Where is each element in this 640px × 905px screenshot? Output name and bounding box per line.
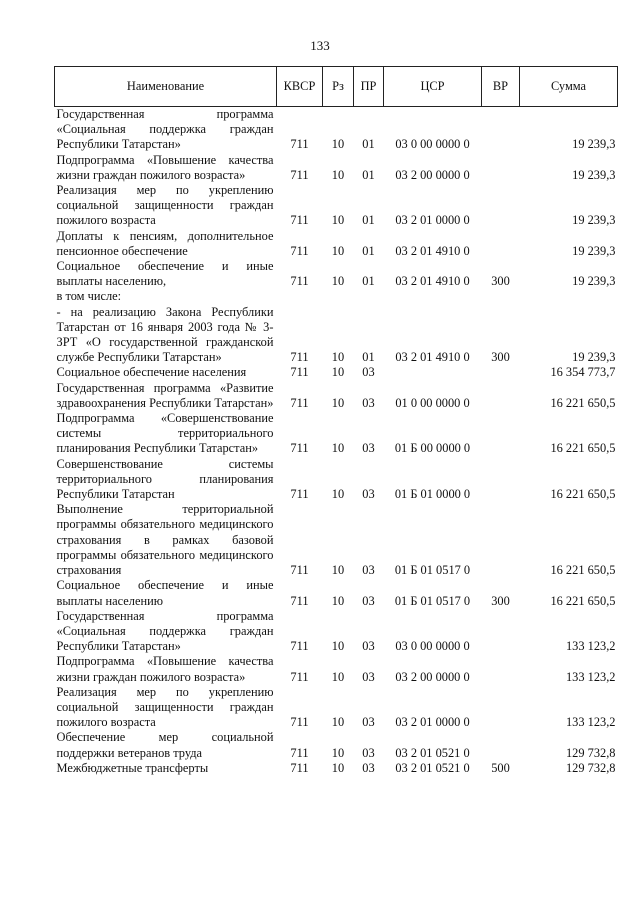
cell-rz: 10 xyxy=(331,639,345,654)
cell-vr xyxy=(482,289,520,304)
cell-kvsr: 711 xyxy=(290,243,309,258)
column-header-csr: ЦСР xyxy=(384,67,482,107)
cell-name: Государственная программа «Социальная поддержка граждан Республики Татарстан» xyxy=(56,608,274,654)
table-row xyxy=(55,654,618,684)
cell-rz: 10 xyxy=(331,669,345,684)
budget-table xyxy=(54,66,618,776)
cell-vr xyxy=(482,457,520,503)
cell-pr: 01 xyxy=(362,350,375,365)
cell-sum: 133 123,2 xyxy=(565,639,616,654)
table-row xyxy=(55,289,618,304)
cell-pr: 03 xyxy=(362,669,375,684)
cell-sum: 16 221 650,5 xyxy=(550,395,616,410)
cell-csr: 03 2 00 0000 0 xyxy=(395,669,470,684)
cell-pr: 03 xyxy=(362,593,375,608)
cell-sum: 129 732,8 xyxy=(565,745,616,760)
cell-name: Подпрограмма «Повышение качества жизни граждан пожилого возраста» xyxy=(56,654,274,684)
cell-name: - на реализацию Закона Республики Татарстан от 16 января 2003 года № 3-ЗРТ «О государственной гражданской службе Республики Татарстан» xyxy=(56,304,274,365)
cell-sum: 133 123,2 xyxy=(565,669,616,684)
cell-kvsr: 711 xyxy=(290,715,309,730)
table-row xyxy=(55,411,618,457)
cell-rz: 10 xyxy=(331,213,345,228)
cell-vr xyxy=(482,502,520,578)
cell-name: Межбюджетные трансферты xyxy=(56,760,209,775)
column-header-pr: ПР xyxy=(354,67,384,107)
cell-vr xyxy=(482,730,520,760)
table-row xyxy=(55,578,618,608)
cell-sum: 16 221 650,5 xyxy=(550,593,616,608)
cell-kvsr: 711 xyxy=(290,167,309,182)
cell-kvsr: 711 xyxy=(290,745,309,760)
cell-sum: 19 239,3 xyxy=(572,167,616,182)
cell-name: Подпрограмма «Повышение качества жизни граждан пожилого возраста» xyxy=(56,152,274,182)
column-header-rz: Рз xyxy=(323,67,354,107)
column-header-name: Наименование xyxy=(55,67,277,107)
cell-pr xyxy=(354,289,384,304)
column-header-sum: Сумма xyxy=(520,67,618,107)
cell-pr: 03 xyxy=(362,760,375,775)
cell-vr xyxy=(482,381,520,411)
cell-name: Доплаты к пенсиям, дополнительное пенсионное обеспечение xyxy=(56,228,274,258)
cell-kvsr: 711 xyxy=(290,487,309,502)
cell-csr: 01 Б 01 0000 0 xyxy=(394,487,471,502)
table-row xyxy=(55,761,618,776)
cell-kvsr: 711 xyxy=(290,213,309,228)
cell-pr: 01 xyxy=(362,167,375,182)
column-header-vr: ВР xyxy=(482,67,520,107)
cell-sum: 19 239,3 xyxy=(572,213,616,228)
table-row xyxy=(55,305,618,366)
cell-name: Социальное обеспечение и иные выплаты населению xyxy=(56,578,274,608)
cell-pr: 03 xyxy=(362,441,375,456)
cell-csr: 03 2 01 0000 0 xyxy=(395,715,470,730)
cell-pr: 03 xyxy=(362,365,375,380)
cell-kvsr xyxy=(277,289,323,304)
cell-sum: 19 239,3 xyxy=(572,243,616,258)
table-row xyxy=(55,457,618,503)
cell-vr: 300 xyxy=(491,274,510,289)
cell-csr: 03 2 01 0521 0 xyxy=(395,745,470,760)
cell-sum: 16 221 650,5 xyxy=(550,563,616,578)
cell-kvsr: 711 xyxy=(290,441,309,456)
cell-sum: 16 221 650,5 xyxy=(550,487,616,502)
cell-csr: 03 2 00 0000 0 xyxy=(395,167,470,182)
cell-vr: 500 xyxy=(491,760,510,775)
table-row xyxy=(55,502,618,578)
cell-csr: 01 Б 00 0000 0 xyxy=(394,441,471,456)
cell-rz: 10 xyxy=(331,593,345,608)
cell-rz: 10 xyxy=(331,365,345,380)
cell-pr: 03 xyxy=(362,395,375,410)
cell-pr: 01 xyxy=(362,274,375,289)
cell-vr: 300 xyxy=(491,593,510,608)
cell-name: Обеспечение мер социальной поддержки ветеранов труда xyxy=(56,730,274,760)
cell-rz: 10 xyxy=(331,745,345,760)
cell-sum: 133 123,2 xyxy=(565,715,616,730)
cell-pr: 01 xyxy=(362,243,375,258)
cell-name: Реализация мер по укреплению социальной защищенности граждан пожилого возраста xyxy=(56,183,274,228)
table-body xyxy=(55,107,618,776)
column-header-kvsr: КВСР xyxy=(277,67,323,107)
cell-pr: 03 xyxy=(362,715,375,730)
cell-vr xyxy=(482,229,520,259)
cell-rz: 10 xyxy=(331,760,345,775)
cell-csr: 03 0 00 0000 0 xyxy=(395,639,470,654)
table-row xyxy=(55,730,618,760)
cell-pr: 03 xyxy=(362,563,375,578)
cell-sum: 19 239,3 xyxy=(572,274,616,289)
table-row xyxy=(55,609,618,655)
cell-sum: 19 239,3 xyxy=(572,137,616,152)
cell-vr xyxy=(482,107,520,153)
cell-kvsr: 711 xyxy=(290,639,309,654)
cell-csr: 03 0 00 0000 0 xyxy=(395,137,470,152)
cell-rz: 10 xyxy=(331,167,345,182)
cell-kvsr: 711 xyxy=(290,365,309,380)
cell-csr: 01 Б 01 0517 0 xyxy=(394,563,471,578)
cell-csr xyxy=(384,289,482,304)
table-row xyxy=(55,259,618,289)
cell-csr: 01 0 00 0000 0 xyxy=(395,395,470,410)
table-row xyxy=(55,229,618,259)
cell-kvsr: 711 xyxy=(290,669,309,684)
cell-rz: 10 xyxy=(331,487,345,502)
table-row xyxy=(55,183,618,229)
cell-vr xyxy=(482,183,520,229)
cell-sum: 129 732,8 xyxy=(565,760,616,775)
cell-sum: 19 239,3 xyxy=(572,350,616,365)
table-row xyxy=(55,381,618,411)
cell-kvsr: 711 xyxy=(290,563,309,578)
cell-csr: 03 2 01 4910 0 xyxy=(395,350,470,365)
cell-pr: 03 xyxy=(362,745,375,760)
cell-vr xyxy=(482,609,520,655)
cell-pr: 03 xyxy=(362,487,375,502)
cell-csr: 03 2 01 0000 0 xyxy=(395,213,470,228)
cell-csr: 03 2 01 4910 0 xyxy=(395,243,470,258)
cell-vr xyxy=(482,685,520,731)
cell-rz: 10 xyxy=(331,395,345,410)
cell-rz: 10 xyxy=(331,563,345,578)
cell-name: Социальное обеспечение и иные выплаты населению, xyxy=(56,259,274,289)
cell-name: Социальное обеспечение населения xyxy=(56,365,247,380)
cell-csr: 03 2 01 0521 0 xyxy=(395,760,470,775)
cell-kvsr: 711 xyxy=(290,350,309,365)
table-header xyxy=(55,67,618,107)
cell-pr: 01 xyxy=(362,213,375,228)
cell-csr: 01 Б 01 0517 0 xyxy=(394,593,471,608)
cell-sum xyxy=(520,289,618,304)
cell-name: Реализация мер по укреплению социальной защищенности граждан пожилого возраста xyxy=(56,684,274,730)
cell-rz: 10 xyxy=(331,243,345,258)
cell-kvsr: 711 xyxy=(290,760,309,775)
cell-name: Подпрограмма «Совершенствование системы территориального планирования Республики Татарстан» xyxy=(56,411,274,456)
cell-kvsr: 711 xyxy=(290,593,309,608)
cell-csr: 03 2 01 4910 0 xyxy=(395,274,470,289)
cell-pr: 01 xyxy=(362,137,375,152)
cell-name: в том числе: xyxy=(56,289,122,304)
page-number: 133 xyxy=(310,38,330,53)
cell-vr xyxy=(482,654,520,684)
cell-vr xyxy=(482,411,520,457)
table-row xyxy=(55,365,618,380)
cell-sum: 16 221 650,5 xyxy=(550,441,616,456)
cell-rz: 10 xyxy=(331,350,345,365)
cell-kvsr: 711 xyxy=(290,395,309,410)
cell-pr: 03 xyxy=(362,639,375,654)
cell-rz: 10 xyxy=(331,274,345,289)
cell-vr xyxy=(482,153,520,183)
cell-name: Совершенствование системы территориального планирования Республики Татарстан xyxy=(56,456,274,502)
cell-rz: 10 xyxy=(331,441,345,456)
cell-vr: 300 xyxy=(491,350,510,365)
cell-vr xyxy=(482,365,520,380)
table-row xyxy=(55,685,618,731)
table-row xyxy=(55,107,618,153)
cell-csr xyxy=(384,365,482,380)
cell-rz: 10 xyxy=(331,137,345,152)
cell-kvsr: 711 xyxy=(290,137,309,152)
cell-rz xyxy=(323,289,354,304)
cell-name: Государственная программа «Развитие здравоохранения Республики Татарстан» xyxy=(56,380,274,410)
table-row xyxy=(55,153,618,183)
cell-kvsr: 711 xyxy=(290,274,309,289)
cell-rz: 10 xyxy=(331,715,345,730)
cell-sum: 16 354 773,7 xyxy=(550,365,616,380)
cell-name: Выполнение территориальной программы обязательного медицинского страхования в рамках базовой программы обязательного медицинского страхования xyxy=(56,502,274,578)
cell-name: Государственная программа «Социальная поддержка граждан Республики Татарстан» xyxy=(56,107,274,152)
